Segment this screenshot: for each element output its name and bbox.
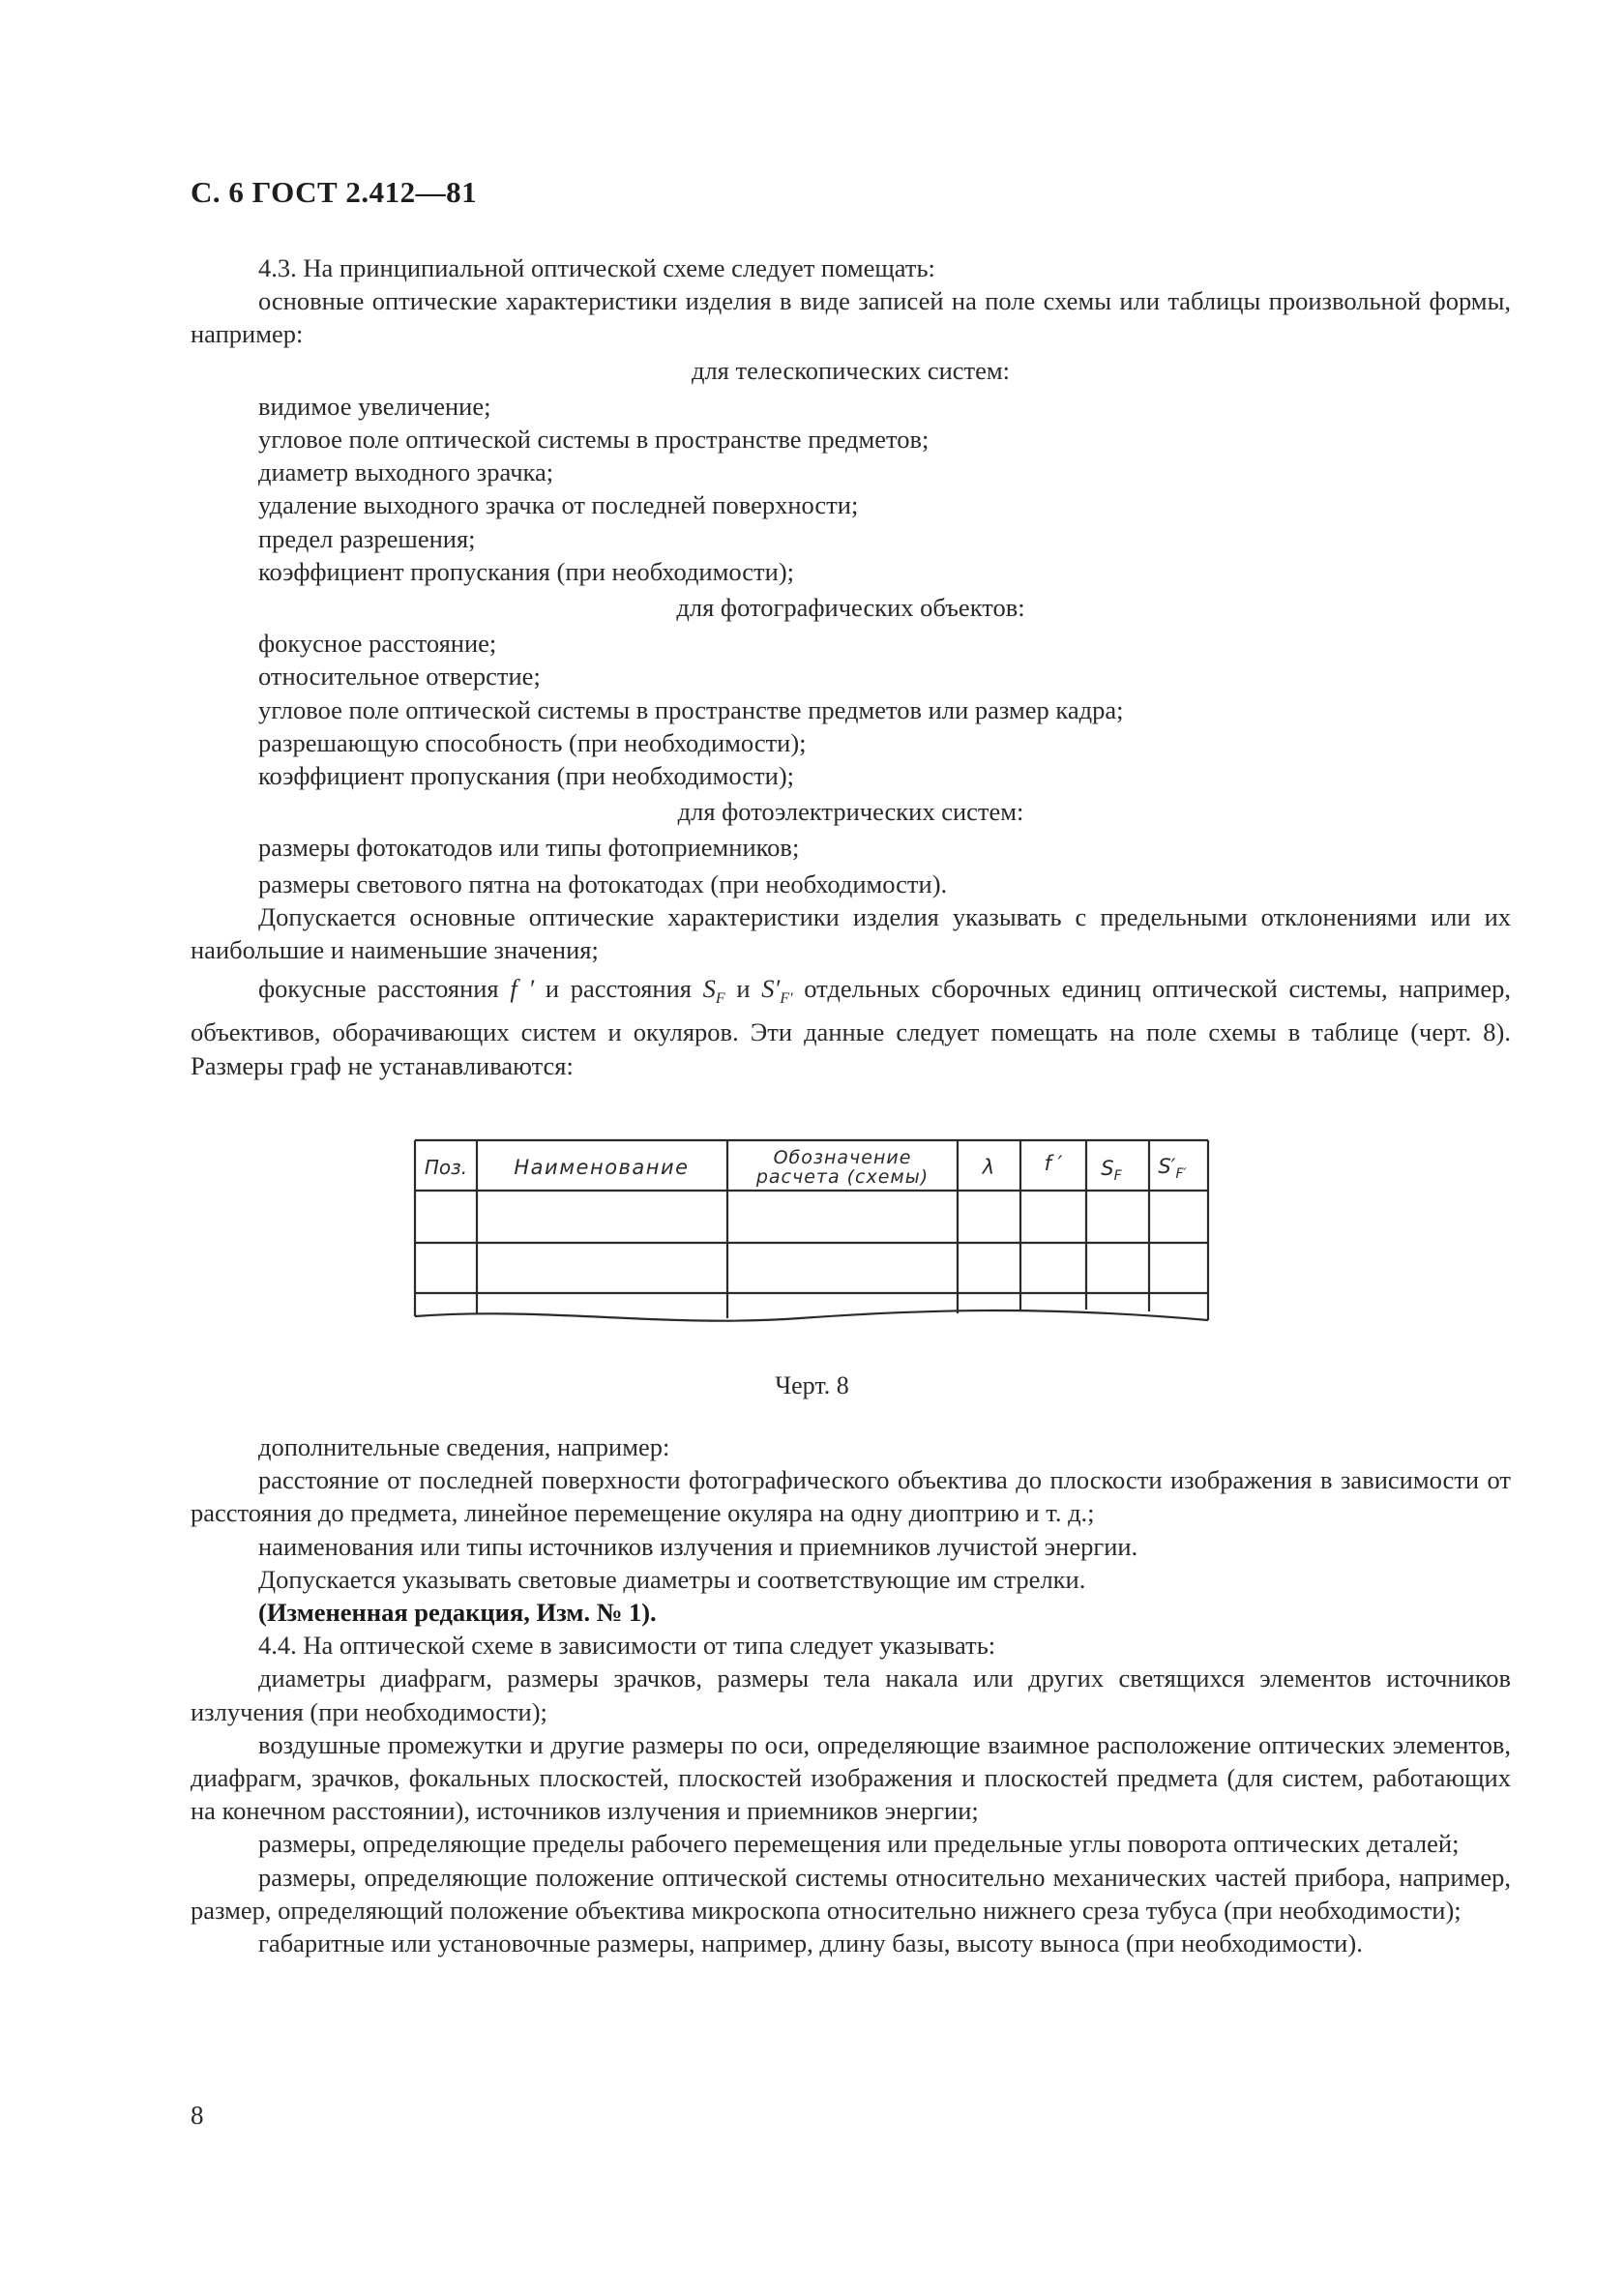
section-additional	[191, 1430, 1511, 1959]
table-header-sf-prime: $S'_{F'}$	[1158, 1155, 1187, 1182]
focal-text-1: фокусные расстояния	[258, 974, 499, 1004]
paragraph-allowed-diameters: Допускается указывать световые диаметры и соответствующие им стрелки.	[258, 1564, 1086, 1594]
list-item: удаление выходного зрачка от последней поверхности;	[258, 490, 859, 520]
list-item: предел разрешения;	[258, 523, 476, 553]
revision-note: (Измененная редакция, Изм. № 1).	[258, 1598, 657, 1628]
heading-photographic: для фотографических объектов:	[676, 593, 1025, 623]
paragraph-4-4: 4.4. На оптической схеме в зависимости от типа следует указывать:	[258, 1631, 996, 1661]
focal-text-3: отдельных сборочных единиц оптической системы, например, объективов, оборачивающих систем и окуляров. Эти данные следует помещать на поле схемы в таблице (черт. 8). Размеры граф не устанавливаются:	[191, 974, 1511, 1080]
section-4-3	[191, 251, 1511, 1082]
list-item: диаметр выходного зрачка;	[258, 457, 554, 487]
paragraph-diameters: диаметры диафрагм, размеры зрачков, размеры тела накала или других светящихся элементов источников излучения (при необходимости);	[191, 1663, 1511, 1726]
table-header-designation-1: Обозначение	[773, 1147, 912, 1168]
table-header-designation-2: расчета (схемы)	[755, 1166, 930, 1188]
heading-photoelectric: для фотоэлектрических систем:	[677, 797, 1024, 827]
symbol-s: $S_F$	[702, 974, 725, 1008]
figure-caption: Черт. 8	[775, 1371, 849, 1399]
symbol-s-prime: $S'_{F'}$	[761, 974, 793, 1008]
table-header-name: Наименование	[514, 1156, 690, 1179]
table-header-sf: $S_F$	[1101, 1157, 1122, 1184]
figure-8-table	[413, 1138, 1216, 1332]
table-header-f-prime: f ′	[1044, 1152, 1063, 1175]
page-number: 8	[191, 2101, 204, 2130]
paragraph-4-3: 4.3. На принципиальной оптической схеме следует помещать:	[258, 253, 935, 282]
page-header: С. 6 ГОСТ 2.412—81	[191, 175, 478, 209]
paragraph-sources: наименования или типы источников излучения и приемников лучистой энергии.	[258, 1531, 1138, 1561]
paragraph-air-gaps: воздушные промежутки и другие размеры по оси, определяющие взаимное расположение оптических элементов, диафрагм, зрачков, фокальных плоскостей, плоскостей изображения и плоскостей предмета (для систем, работающих на конечном расстоянии), источников излучения и приемников энергии;	[191, 1729, 1511, 1826]
list-item: размеры светового пятна на фотокатодах (при необходимости).	[258, 868, 948, 898]
focal-text-2: и расстояния	[545, 974, 692, 1004]
paragraph-allowed-deviations: Допускается основные оптические характеристики изделия указывать с предельными отклонениями или их наибольшие и наименьшие значения;	[191, 901, 1511, 965]
focal-and: и	[736, 974, 751, 1004]
list-item: размеры фотокатодов или типы фотоприемников;	[258, 833, 800, 863]
list-item: видимое увеличение;	[258, 391, 491, 421]
paragraph-limits: размеры, определяющие пределы рабочего перемещения или предельные углы поворота оптических деталей;	[258, 1829, 1460, 1859]
table-header-pos: Поз.	[424, 1156, 468, 1179]
paragraph-main-characteristics: основные оптические характеристики изделия в виде записей на поле схемы или таблицы произвольной формы, например:	[191, 286, 1511, 349]
paragraph-focal-distances	[191, 972, 1511, 1082]
table-header-lambda: λ	[982, 1156, 995, 1179]
paragraph-position: размеры, определяющие положение оптической системы относительно механических частей прибора, например, размер, определяющий положение объектива микроскопа относительно нижнего среза тубуса (при необходимости);	[191, 1862, 1511, 1925]
paragraph-overall: габаритные или установочные размеры, например, длину базы, высоту выноса (при необходимости).	[258, 1928, 1363, 1958]
list-item: угловое поле оптической системы в пространстве предметов;	[258, 425, 930, 455]
list-item: коэффициент пропускания (при необходимости);	[258, 556, 795, 586]
list-item: угловое поле оптической системы в пространстве предметов или размер кадра;	[258, 694, 1124, 724]
paragraph-distance: расстояние от последней поверхности фотографического объектива до плоскости изображения в зависимости от расстояния до предмета, линейное перемещение окуляра на одну диоптрию и т. д.;	[191, 1465, 1511, 1528]
list-item: коэффициент пропускания (при необходимости);	[258, 761, 795, 791]
list-item: относительное отверстие;	[258, 662, 541, 692]
list-item: фокусное расстояние;	[258, 629, 497, 659]
heading-telescopic: для телескопических систем:	[691, 355, 1011, 385]
paragraph-additional: дополнительные сведения, например:	[258, 1432, 670, 1461]
symbol-f-prime: f ′	[510, 974, 535, 1004]
list-item: разрешающую способность (при необходимости);	[258, 727, 807, 757]
